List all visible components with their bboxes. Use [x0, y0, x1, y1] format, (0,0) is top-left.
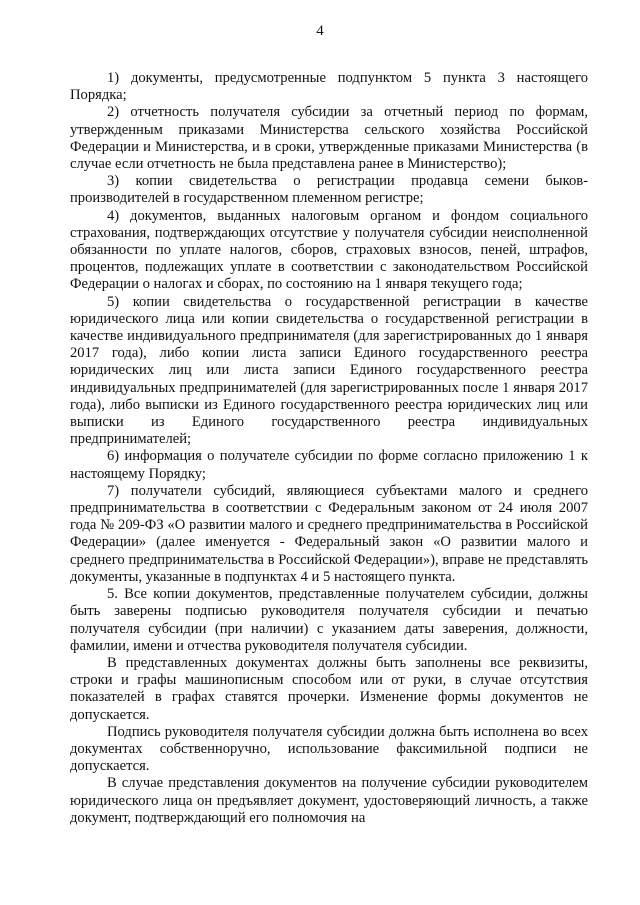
paragraph-item-2: 2) отчетность получателя субсидии за отчетный период по формам, утвержденным приказами Министерства сельского хозяйства Российской Федерации и Министерства, и в сроки, утвержденные приказами Министерства (в случае если отчетность не была представлена ранее в Министерство); — [70, 104, 588, 173]
paragraph-section-5: 5. Все копии документов, представленные получателем субсидии, должны быть заверены подписью руководителя получателя субсидии и печатью получателя субсидии (при наличии) с указанием даты заверения, должности, фамилии, имени и отчества руководителя получателя субсидии. — [70, 586, 588, 654]
paragraph-requisites: В представленных документах должны быть заполнены все реквизиты, строки и графы машинописным способом или от руки, в случае отсутствия показателей в графах ставятся прочерки. Изменение формы документов не допускается. — [70, 654, 588, 723]
paragraph-item-6: 6) информация о получателе субсидии по форме согласно приложению 1 к настоящему Порядку; — [70, 448, 588, 482]
paragraph-item-5: 5) копии свидетельства о государственной регистрации в качестве юридического лица или копии свидетельства о государственной регистрации в качестве индивидуального предпринимателя (для зарегистрированных до 1 января 2017 года), либо копии листа записи Единого государственного реестра юридических лиц или листа записи Единого государственного реестра индивидуальных предпринимателей (для зарегистрированных после 1 января 2017 года), либо выписки из Единого государственного реестра юридических лиц или выписки из Единого государственного реестра индивидуальных предпринимателей; — [70, 293, 588, 448]
paragraph-item-4: 4) документов, выданных налоговым органом и фондом социального страхования, подтверждающих отсутствие у получателя субсидии неисполненной обязанности по уплате налогов, сборов, страховых взносов, пеней, штрафов, процентов, подлежащих уплате в соответствии с законодательством Российской Федерации о налогах и сборах, по состоянию на 1 января текущего года; — [70, 207, 588, 293]
page-number: 4 — [316, 23, 324, 39]
paragraph-item-7: 7) получатели субсидий, являющиеся субъектами малого и среднего предпринимательства в соответствии с Федеральным законом от 24 июля 2007 года № 209-ФЗ «О развитии малого и среднего предпринимательства в Российской Федерации» (далее именуется - Федеральный закон «О развитии малого и среднего предпринимательства в Российской Федерации»), вправе не представлять документы, указанные в подпунктах 4 и 5 настоящего пункта. — [70, 482, 588, 585]
document-body — [70, 70, 588, 827]
paragraph-item-3: 3) копии свидетельства о регистрации продавца семени быков-производителей в государственном племенном регистре; — [70, 173, 588, 207]
paragraph-item-1: 1) документы, предусмотренные подпунктом 5 пункта 3 настоящего Порядка; — [70, 70, 588, 104]
paragraph-signature: Подпись руководителя получателя субсидии должна быть исполнена во всех документах собственноручно, использование факсимильной подписи не допускается. — [70, 723, 588, 775]
paragraph-representation: В случае представления документов на получение субсидии руководителем юридического лица он предъявляет документ, удостоверяющий личность, а также документ, подтверждающий его полномочия на — [70, 775, 588, 826]
